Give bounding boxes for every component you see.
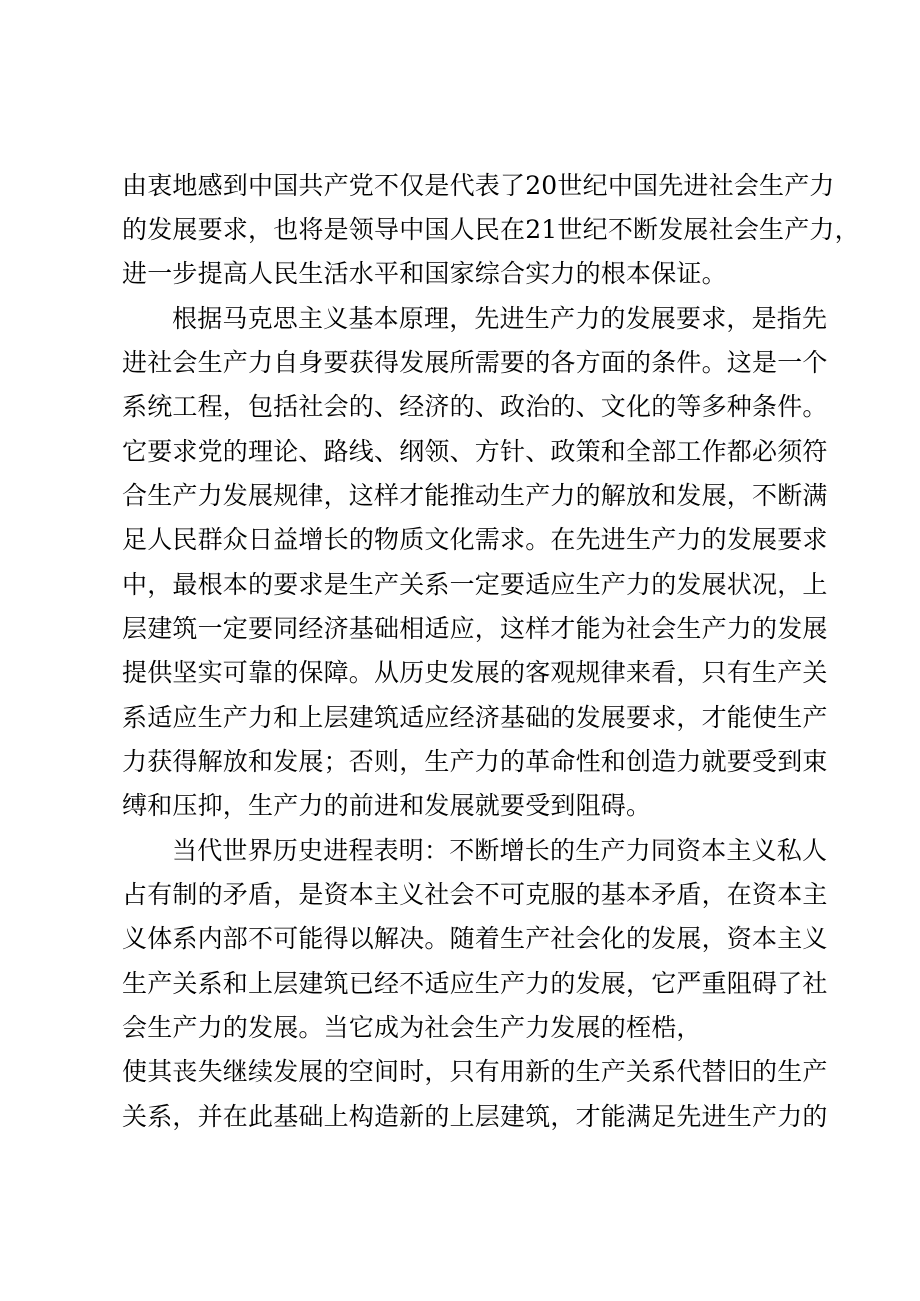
text-line: 义体系内部不可能得以解决。随着生产社会化的发展，资本主义 xyxy=(122,924,828,953)
text-line: 缚和压抑，生产力的前进和发展就要受到阻碍。 xyxy=(122,791,652,820)
text-line: 系适应生产力和上层建筑适应经济基础的发展要求，才能使生产 xyxy=(122,703,828,732)
text-line: 进社会生产力自身要获得发展所需要的各方面的条件。这是一个 xyxy=(122,348,828,377)
text-line: 的发展要求，也将是领导中国人民在21世纪不断发展社会生产力， xyxy=(122,215,860,244)
text-line: 当代世界历史进程表明：不断增长的生产力同资本主义私人 xyxy=(172,836,828,865)
text-line: 会生产力的发展。当它成为社会生产力发展的桎梏， xyxy=(122,1013,702,1042)
text-line: 层建筑一定要同经济基础相适应，这样才能为社会生产力的发展 xyxy=(122,614,828,643)
text-line: 合生产力发展规律，这样才能推动生产力的解放和发展，不断满 xyxy=(122,481,828,510)
text-line: 中，最根本的要求是生产关系一定要适应生产力的发展状况，上 xyxy=(122,570,828,599)
text-line: 足人民群众日益增长的物质文化需求。在先进生产力的发展要求 xyxy=(122,525,828,554)
text-line: 关系，并在此基础上构造新的上层建筑，才能满足先进生产力的 xyxy=(122,1102,828,1131)
text-line: 提供坚实可靠的保障。从历史发展的客观规律来看，只有生产关 xyxy=(122,658,828,687)
text-line: 占有制的矛盾，是资本主义社会不可克服的基本矛盾，在资本主 xyxy=(122,880,828,909)
text-line: 力获得解放和发展；否则，生产力的革命性和创造力就要受到束 xyxy=(122,747,828,776)
text-line: 由衷地感到中国共产党不仅是代表了20世纪中国先进社会生产力 xyxy=(122,171,835,200)
text-line: 生产关系和上层建筑已经不适应生产力的发展，它严重阻碍了社 xyxy=(122,969,828,998)
text-line: 进一步提高人民生活水平和国家综合实力的根本保证。 xyxy=(122,259,727,288)
text-line: 使其丧失继续发展的空间时，只有用新的生产关系代替旧的生产 xyxy=(122,1057,828,1086)
text-line: 系统工程，包括社会的、经济的、政治的、文化的等多种条件。 xyxy=(122,392,828,421)
text-line: 根据马克思主义基本原理，先进生产力的发展要求，是指先 xyxy=(172,304,828,333)
text-line: 它要求党的理论、路线、纲领、方针、政策和全部工作都必须符 xyxy=(122,437,828,466)
